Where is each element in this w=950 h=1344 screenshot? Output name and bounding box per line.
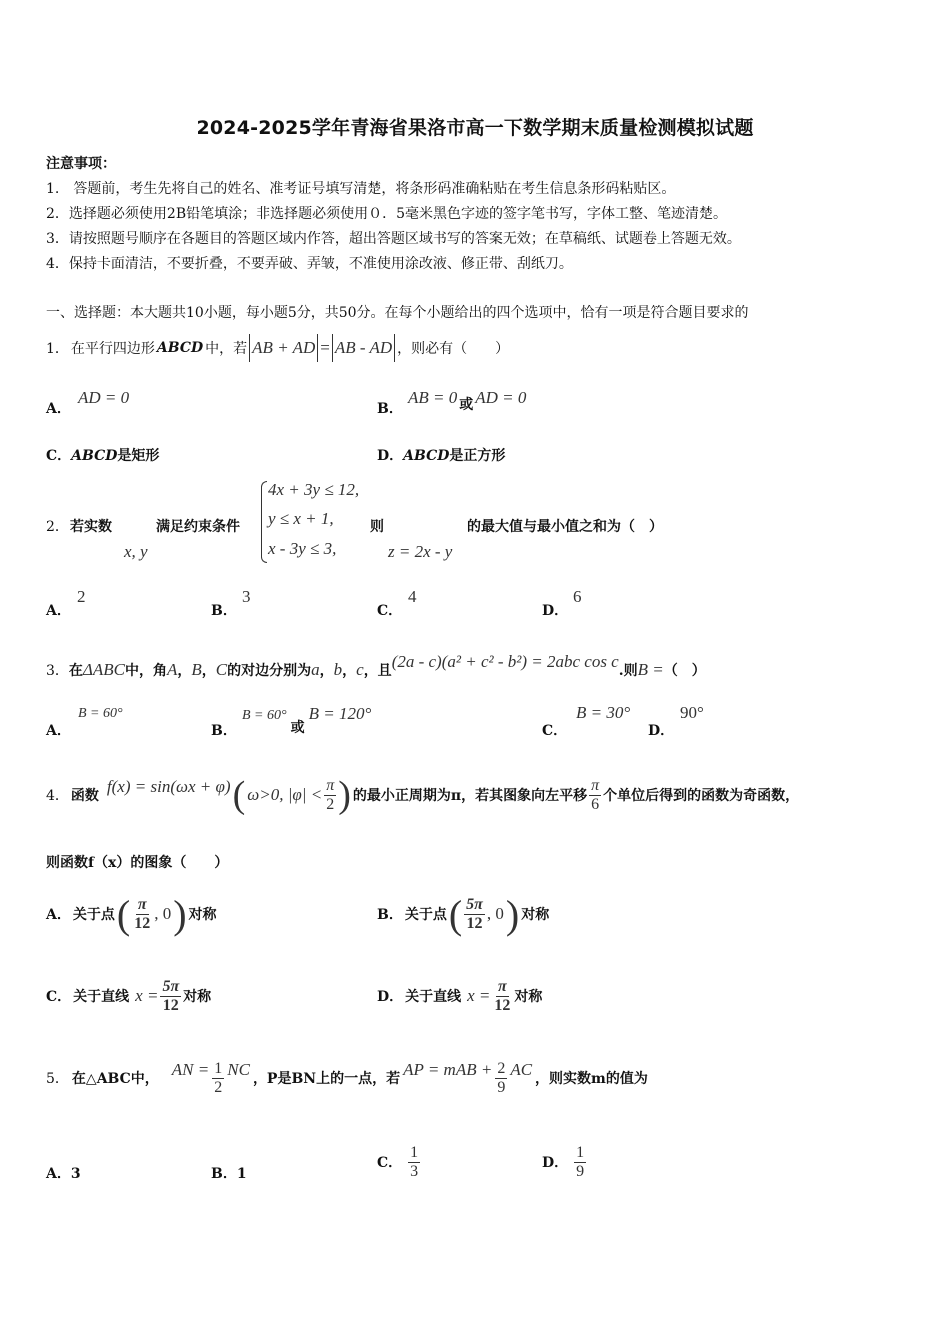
option-c: C． 关于直线 x = $\frac{5\pi}{12}$ 对称 — [46, 977, 212, 1014]
question-text: 中，若 — [205, 341, 248, 357]
question-text: ，且 — [363, 663, 392, 679]
question-text: 中，角 — [125, 663, 168, 679]
math-vector-diff: AB - AD — [334, 338, 393, 357]
question-text: 则函数f（x）的图象（ ） — [46, 855, 229, 871]
fraction-pi-6: $\frac{\pi}{6}$ — [591, 776, 600, 813]
separator: ， — [201, 663, 216, 679]
option-b — [211, 1163, 247, 1183]
option-label: D． — [542, 1155, 569, 1171]
question-3 — [46, 652, 706, 680]
notice-item: 3．请按照题号顺序在各题目的答题区域内作答，超出答题区域书写的答案无效；在草稿纸、试题卷上答题无效。 — [46, 231, 741, 247]
math-vars: x, y — [124, 542, 148, 561]
question-text: ，则实数m的值为 — [535, 1071, 648, 1087]
option-b: B． 关于点 ( $\frac{5\pi}{12}$ , 0 ) 对称 — [377, 891, 550, 937]
fraction: $\frac{1}{3}$ — [410, 1143, 419, 1180]
fraction: $\frac{\pi}{12}$ — [134, 895, 151, 932]
paren-open: ( — [232, 774, 246, 816]
option-label: C． — [377, 1155, 403, 1171]
option-label: C． — [46, 448, 72, 464]
page-title: 2024-2025学年青海省果洛市高一下数学期末质量检测模拟试题 — [196, 117, 754, 139]
math-side-c: c — [356, 660, 364, 679]
option-label: A． — [46, 603, 71, 619]
option-c-math: B = 30° — [576, 703, 631, 722]
fraction: $\frac{\pi}{12}$ — [494, 977, 511, 1014]
option-text: 是矩形 — [117, 448, 160, 464]
option-label: C． — [46, 989, 72, 1005]
option-a-math: AD = 0 — [78, 388, 130, 407]
option-label: D． — [377, 448, 404, 464]
math-side-a: a — [311, 660, 320, 679]
option-text: 是正方形 — [449, 448, 506, 464]
math-vector-sum: AB + AD — [252, 338, 316, 357]
option-c — [377, 1138, 420, 1186]
abs-bar — [332, 334, 333, 362]
question-text: .则 — [618, 663, 638, 679]
option-label: D． — [377, 989, 404, 1005]
question-text: 若实数 — [70, 519, 112, 535]
question-5 — [46, 1054, 648, 1102]
option-label: D． — [648, 723, 675, 739]
option-text: 对称 — [188, 907, 217, 923]
math-angle-c: C — [215, 660, 228, 679]
option-b-math: AB = 0 — [408, 388, 458, 407]
option-label: D． — [542, 603, 569, 619]
option-value: 3 — [70, 1166, 81, 1182]
option-label: B． — [377, 907, 403, 923]
question-number: 1． — [46, 341, 69, 357]
option-text: 关于直线 — [405, 989, 462, 1005]
option-or: 或 — [459, 397, 474, 413]
math-function: f(x) = sin(ωx + φ) — [106, 777, 231, 796]
abs-bar — [317, 334, 318, 362]
option-d — [377, 445, 505, 465]
question-1 — [46, 334, 509, 362]
question-text: ，P是BN上的一点，若 — [252, 1071, 401, 1087]
math-condition: ω>0, |φ| < — [247, 785, 323, 804]
option-b-math: B = 120° — [308, 704, 372, 723]
constraint-2: y ≤ x + 1, — [268, 509, 334, 528]
option-label: C． — [542, 723, 568, 739]
fraction: $\frac{5\pi}{12}$ — [466, 895, 483, 932]
option-b-value: 3 — [242, 587, 251, 606]
question-text: 在△ABC中， — [71, 1071, 159, 1087]
option-d — [542, 1138, 586, 1186]
question-text: 函数 — [70, 788, 99, 804]
question-text: 则 — [370, 519, 384, 535]
option-a-math: B = 60° — [78, 706, 123, 721]
option-a — [46, 1163, 81, 1183]
notice-heading: 注意事项： — [46, 156, 116, 172]
option-text: 对称 — [183, 989, 212, 1005]
paren-close: ) — [338, 774, 351, 816]
math-abcd: ABCD — [156, 340, 204, 356]
notice-item: 4．保持卡面清洁，不要折叠，不要弄破、弄皱，不准使用涂改液、修正带、刮纸刀。 — [46, 256, 573, 272]
option-a-value: 2 — [77, 587, 86, 606]
fraction: $\frac{2}{9}$ — [497, 1059, 506, 1096]
fraction: $\frac{1}{2}$ — [214, 1059, 223, 1096]
fraction: $\frac{5\pi}{12}$ — [162, 977, 180, 1014]
question-text: ，则必有（ ） — [397, 341, 510, 357]
math-equals: = — [320, 338, 330, 357]
option-label: A． — [46, 907, 71, 923]
question-text: 满足约束条件 — [156, 519, 240, 535]
math-angle-b: B — [191, 660, 202, 679]
option-text: 对称 — [521, 907, 550, 923]
question-text: 个单位后得到的函数为奇函数， — [603, 788, 800, 804]
option-label: B． — [211, 603, 237, 619]
separator: ， — [177, 663, 192, 679]
constraint-3: x - 3y ≤ 3, — [268, 539, 337, 558]
math-angle-a: A — [167, 660, 178, 679]
option-text: 关于直线 — [73, 989, 130, 1005]
option-value: 1 — [236, 1166, 247, 1182]
abs-bar — [394, 334, 395, 362]
option-a: A． 关于点 ( $\frac{\pi}{12}$ , 0 ) 对称 — [46, 891, 217, 937]
section-heading: 一、选择题：本大题共10小题，每小题5分，共50分。在每个小题给出的四个选项中，恰有一项是符合题目要求的 — [46, 305, 749, 321]
math-nc: NC — [227, 1060, 250, 1079]
abs-bar — [249, 334, 250, 362]
option-b-math: B = 60° — [242, 708, 287, 723]
notice-item: 1. 答题前，考生先将自己的姓名、准考证号填写清楚，将条形码准确粘贴在考生信息条形码粘贴区。 — [46, 181, 676, 197]
constraint-1: 4x + 3y ≤ 12, — [268, 480, 360, 499]
question-number: 5． — [46, 1071, 69, 1087]
math-ask: B = — [637, 660, 664, 679]
option-label: B． — [377, 401, 403, 417]
fraction: $\frac{1}{9}$ — [576, 1143, 585, 1180]
question-text: 的最大值与最小值之和为（ ） — [467, 519, 663, 535]
option-d-math: 90° — [680, 703, 704, 722]
option-label: B． — [211, 1166, 237, 1182]
question-text: 在 — [68, 663, 83, 679]
option-or: 或 — [290, 720, 305, 736]
math-condition: (2a - c)(a² + c² - b²) = 2abc cos c — [391, 652, 619, 671]
option-c-value: 4 — [408, 587, 417, 606]
math-an: AN = — [171, 1060, 210, 1079]
option-label: B． — [211, 723, 237, 739]
question-4 — [46, 770, 799, 820]
option-b-math: AD = 0 — [475, 388, 527, 407]
math-abcd: ABCD — [403, 448, 450, 464]
option-label: C． — [377, 603, 403, 619]
math-triangle: ΔABC — [82, 660, 126, 679]
system-brace — [261, 481, 267, 563]
math-ap: AP = mAB + — [403, 1060, 493, 1079]
option-text: 关于点 — [72, 907, 115, 923]
option-d-value: 6 — [573, 587, 582, 606]
option-label: A． — [46, 1166, 71, 1182]
separator: ， — [342, 663, 357, 679]
math-side-b: b — [333, 660, 343, 679]
math-ac: AC — [510, 1060, 533, 1079]
option-label: A． — [46, 723, 71, 739]
question-text: 的最小正周期为π，若其图象向左平移 — [352, 788, 588, 804]
question-number: 3． — [46, 663, 69, 679]
question-text: 在平行四边形 — [70, 341, 155, 357]
option-b — [242, 704, 372, 736]
objective-function: z = 2x - y — [388, 542, 453, 561]
option-text: 关于点 — [404, 907, 447, 923]
option-c — [46, 445, 159, 465]
option-d: D． 关于直线 x = $\frac{\pi}{12}$ 对称 — [377, 977, 543, 1014]
answer-paren: （ ） — [663, 663, 706, 679]
fraction-pi-2: $\frac{\pi}{2}$ — [326, 776, 335, 813]
option-label: A． — [46, 401, 71, 417]
option-b — [408, 388, 527, 413]
option-text: 对称 — [514, 989, 543, 1005]
question-number: 4． — [46, 788, 69, 804]
separator: ， — [319, 663, 334, 679]
math-abcd: ABCD — [71, 448, 118, 464]
question-text: 的对边分别为 — [227, 663, 312, 679]
notice-item: 2．选择题必须使用2B铅笔填涂；非选择题必须使用０．5毫米黑色字迹的签字笔书写，字体工整、笔迹清楚。 — [46, 206, 728, 222]
question-number: 2． — [46, 519, 69, 535]
